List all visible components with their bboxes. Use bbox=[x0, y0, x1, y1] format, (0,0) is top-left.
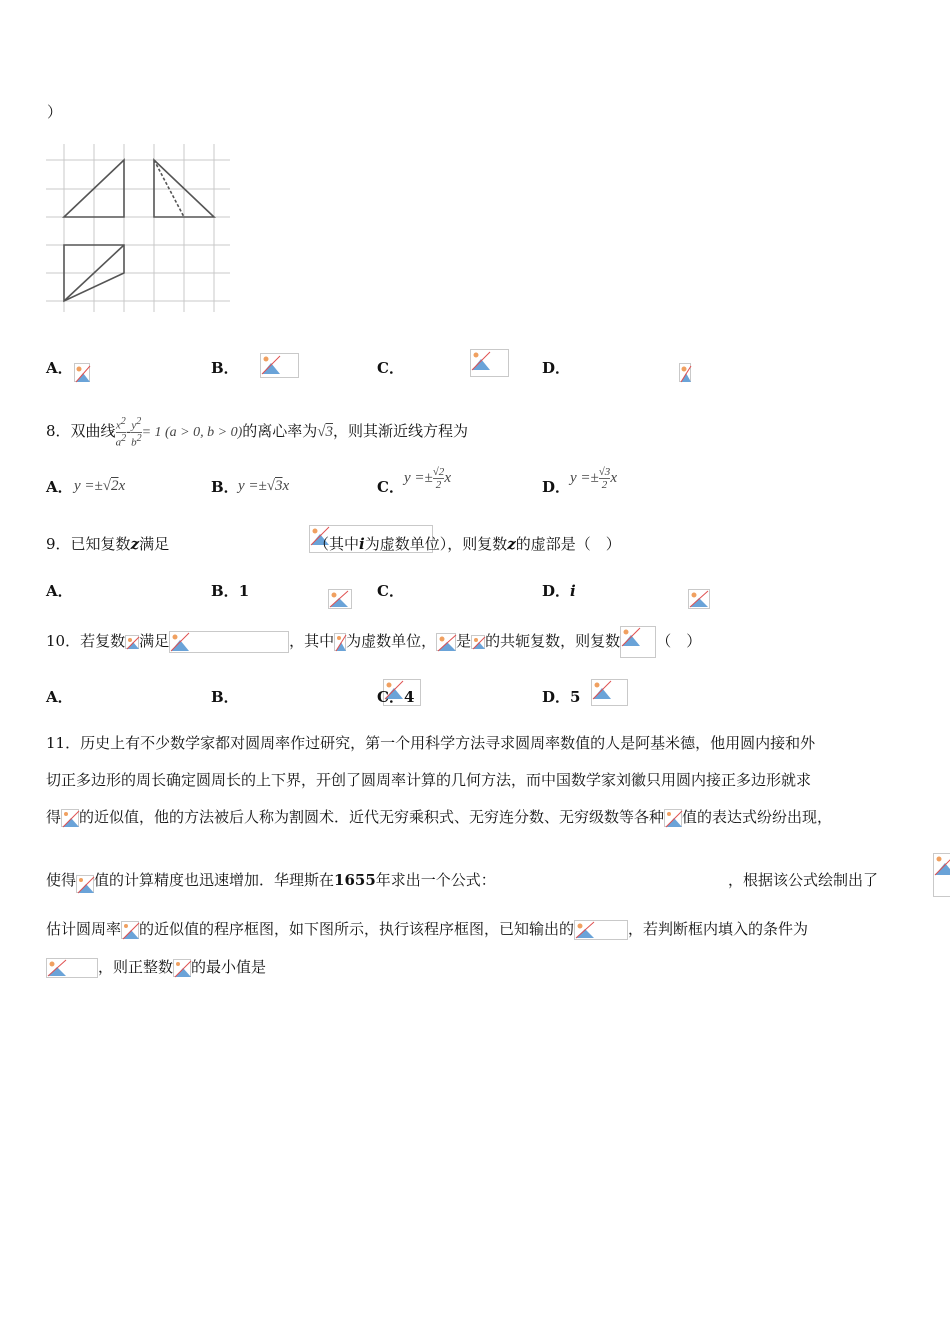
broken-image-icon bbox=[335, 634, 347, 652]
broken-image-icon bbox=[174, 960, 192, 978]
broken-image-icon bbox=[170, 632, 190, 652]
wallis-formula-image bbox=[933, 853, 950, 897]
q11-line-5: 估计圆周率 的近似值的程序框图，如下图所示，执行该程序框图，已知输出的 ，若判断框内填入的条件为 bbox=[46, 920, 809, 938]
q7-option-a[interactable]: A． bbox=[46, 359, 73, 377]
q8-option-a[interactable]: A． bbox=[46, 478, 73, 496]
q8-option-d[interactable]: D． bbox=[542, 478, 571, 496]
three-view-grid-figure bbox=[46, 144, 232, 314]
q10-equation-image bbox=[169, 631, 289, 653]
q9-stem-end: （其中i为虚数单位），则复数z的虚部是（ ） bbox=[314, 535, 621, 553]
condition-image bbox=[46, 958, 98, 978]
q7-option-c-image bbox=[470, 349, 509, 377]
q8-option-c[interactable]: C． bbox=[377, 478, 404, 496]
q7-option-d[interactable]: D． bbox=[542, 359, 571, 377]
q7-option-d-image bbox=[679, 363, 691, 382]
pi-image bbox=[61, 809, 79, 827]
broken-image-icon bbox=[62, 810, 80, 828]
output-value-image bbox=[574, 920, 628, 940]
broken-image-icon bbox=[621, 627, 641, 647]
q10-option-c[interactable]: C．4 bbox=[377, 688, 415, 706]
q8-option-c-formula: y =± $\frac{√2}{2}$ x bbox=[404, 466, 451, 491]
q10-option-d[interactable]: D．5 bbox=[542, 688, 581, 706]
q7-option-b[interactable]: B． bbox=[211, 359, 239, 377]
pi-image bbox=[664, 809, 682, 827]
q10-stem: 10．若复数 满足 ，其中 为虚数单位， 是 的共轭复数，则复数 （ ） bbox=[46, 626, 701, 658]
q10-zbar-image bbox=[436, 633, 456, 651]
broken-image-icon bbox=[680, 364, 692, 383]
q8-option-d-formula: y =± $\frac{√3}{2}$ x bbox=[570, 466, 617, 491]
pi-image bbox=[76, 875, 94, 893]
q11-line-2: 切正多边形的周长确定圆周长的上下界，开创了圆周率计算的几何方法，而中国数学家刘徽只用圆内接正多边形就求 bbox=[46, 771, 812, 789]
q11-line-6: ，则正整数 的最小值是 bbox=[46, 956, 266, 978]
q10-option-b-image bbox=[591, 679, 628, 706]
broken-image-icon bbox=[329, 590, 349, 608]
q9-option-a[interactable]: A． bbox=[46, 582, 73, 600]
q9-option-c-image bbox=[688, 589, 710, 609]
q11-line-1: 11．历史上有不少数学家都对圆周率作过研究，第一个用科学方法寻求圆周率数值的人是阿基米德，他用圆内接和外 bbox=[46, 734, 816, 752]
q11-line-4-end: ，根据该公式绘制出了 bbox=[728, 871, 879, 889]
broken-image-icon bbox=[47, 959, 67, 977]
q7-option-b-image bbox=[260, 353, 299, 378]
q9-stem-start: 9．已知复数z满足 bbox=[46, 535, 170, 553]
q10-i-image bbox=[334, 633, 346, 651]
q10-z2-image bbox=[471, 635, 485, 649]
broken-image-icon bbox=[75, 364, 91, 383]
broken-image-icon bbox=[77, 876, 95, 894]
q10-option-b[interactable]: B． bbox=[211, 688, 239, 706]
q11-line-4-start: 使得 值的计算精度也迅速增加．华理斯在1655年求出一个公式： bbox=[46, 869, 496, 893]
broken-image-icon bbox=[126, 636, 140, 650]
q8-option-b-formula: y =±√3x bbox=[238, 478, 290, 494]
broken-image-icon bbox=[934, 854, 950, 876]
q10-z-image bbox=[125, 635, 139, 649]
q7-option-a-image bbox=[74, 363, 90, 382]
broken-image-icon bbox=[665, 810, 683, 828]
q8-option-a-formula: y =±√2x bbox=[74, 478, 126, 494]
broken-image-icon bbox=[437, 634, 457, 652]
q10-expression-image bbox=[620, 626, 656, 658]
broken-image-icon bbox=[472, 636, 486, 650]
broken-image-icon bbox=[592, 680, 612, 700]
pi-image bbox=[121, 921, 139, 939]
broken-image-icon bbox=[471, 350, 491, 372]
q9-option-c[interactable]: C． bbox=[377, 582, 404, 600]
q8-stem: 8．双曲线 $\frac{x^2}{a^2}$ - $\frac{y^2}{b^2}$ = 1 (a > 0, b > 0)的离心率为√3，则其渐近线方程为 bbox=[46, 416, 468, 449]
q9-option-a-image bbox=[328, 589, 352, 609]
broken-image-icon bbox=[122, 922, 140, 940]
broken-image-icon bbox=[261, 354, 281, 376]
q9-option-b[interactable]: B．1 bbox=[211, 582, 250, 600]
q10-option-a[interactable]: A． bbox=[46, 688, 73, 706]
q8-option-b[interactable]: B． bbox=[211, 478, 239, 496]
q11-line-3: 得 的近似值，他的方法被后人称为割圆术．近代无穷乘积式、无穷连分数、无穷级数等各种 值的表达式纷纷出现， bbox=[46, 808, 833, 826]
q7-option-c[interactable]: C． bbox=[377, 359, 404, 377]
broken-image-icon bbox=[575, 921, 595, 939]
q9-option-d[interactable]: D．i bbox=[542, 582, 576, 600]
n-image bbox=[173, 959, 191, 977]
top-fragment: ） bbox=[47, 103, 63, 121]
broken-image-icon bbox=[689, 590, 709, 608]
